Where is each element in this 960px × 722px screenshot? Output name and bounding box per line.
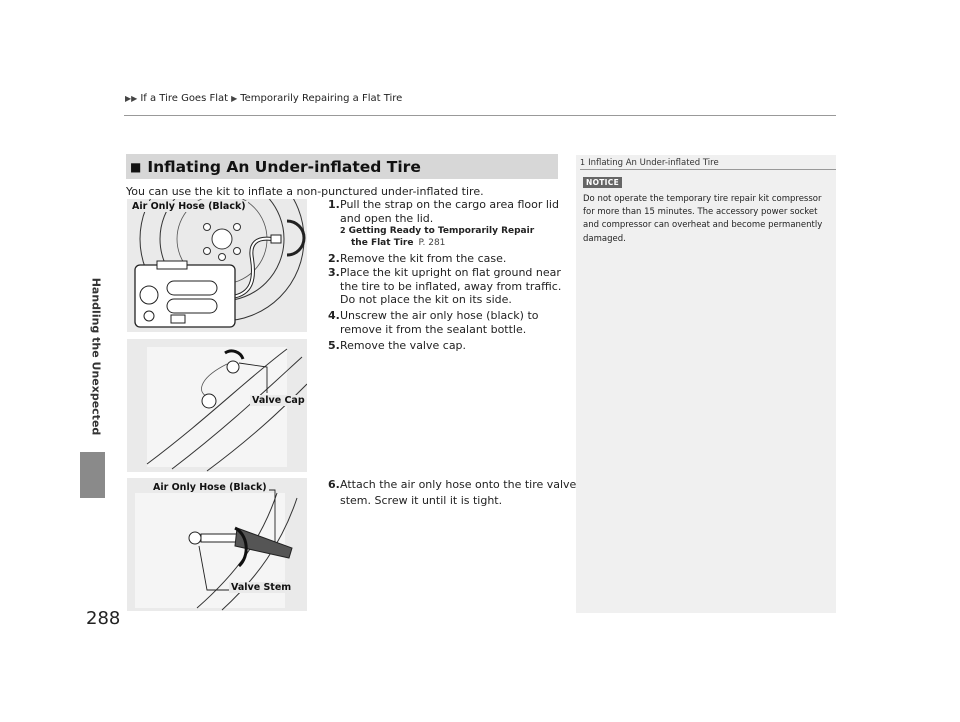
step-text: Do not place the kit on its side. — [340, 293, 512, 306]
step-text: Pull the strap on the cargo area floor lid — [340, 198, 559, 211]
figure-kit-illustration — [127, 199, 307, 332]
step-number: 3. — [328, 266, 340, 279]
step-number: 4. — [328, 309, 340, 322]
step-text: Unscrew the air only hose (black) to — [340, 309, 539, 322]
notice-badge: NOTICE — [583, 177, 622, 188]
square-bullet-icon: ■ — [130, 159, 142, 174]
breadcrumb-arrow-icon: ▶▶ — [125, 94, 138, 103]
step-2 — [328, 252, 506, 266]
step-number: 2. — [328, 252, 340, 265]
reference-title[interactable]: Getting Ready to Temporarily Repair — [348, 226, 535, 236]
reference-arrow-icon: 2 — [340, 226, 346, 235]
air-hose-label: Air Only Hose (Black) — [132, 201, 246, 212]
step-4 — [328, 309, 539, 336]
air-hose-label: Air Only Hose (Black) — [153, 482, 267, 493]
header-divider — [124, 115, 836, 116]
page-number: 288 — [86, 608, 121, 629]
cross-reference-link[interactable] — [340, 225, 534, 249]
step-text: Remove the kit from the case. — [340, 252, 507, 265]
breadcrumb-item[interactable]: Temporarily Repairing a Flat Tire — [240, 93, 403, 104]
step-text: and open the lid. — [340, 211, 434, 225]
chapter-title: Handling the Unexpected — [89, 277, 103, 436]
step-6 — [328, 477, 576, 509]
side-note-divider — [580, 169, 836, 170]
section-heading — [126, 154, 558, 179]
step-number: 6. — [328, 478, 340, 491]
side-note-title — [580, 158, 719, 168]
chapter-tab — [80, 452, 105, 498]
step-text: remove it from the sealant bottle. — [340, 322, 527, 336]
step-text: Remove the valve cap. — [340, 339, 467, 352]
step-5 — [328, 339, 466, 353]
valve-cap-label: Valve Cap — [252, 395, 305, 406]
step-number: 1. — [328, 198, 340, 211]
notice-text: Do not operate the temporary tire repair kit compressor for more than 15 minutes. The accessory power socket and compressor can overheat and become permanently damaged. — [583, 194, 823, 244]
reference-title[interactable]: the Flat Tire — [351, 238, 414, 248]
breadcrumb-arrow-icon: ▶ — [231, 94, 238, 103]
figure-valve-cap — [127, 339, 307, 472]
chapter-side-label — [86, 250, 103, 470]
step-text: stem. Screw it until it is tight. — [340, 494, 503, 507]
step-text: Attach the air only hose onto the tire valve — [340, 478, 577, 491]
step-3 — [328, 266, 561, 307]
intro-text: You can use the kit to inflate a non-punctured under-inflated tire. — [126, 185, 484, 198]
breadcrumb — [125, 93, 402, 104]
step-number: 5. — [328, 339, 340, 352]
side-note-heading: Inflating An Under-inflated Tire — [588, 158, 719, 168]
figure-attach-hose — [127, 478, 307, 611]
note-ref-icon: 1 — [580, 158, 586, 167]
valve-stem-label: Valve Stem — [231, 582, 292, 593]
kit-drawing — [127, 199, 307, 332]
reference-page[interactable]: P. 281 — [418, 238, 446, 248]
section-title: Inflating An Under-inflated Tire — [147, 157, 421, 176]
step-text: the tire to be inflated, away from traffic. — [340, 279, 562, 293]
breadcrumb-item[interactable]: If a Tire Goes Flat — [140, 93, 229, 104]
step-1 — [328, 198, 559, 225]
step-text: Place the kit upright on flat ground near — [340, 266, 561, 279]
